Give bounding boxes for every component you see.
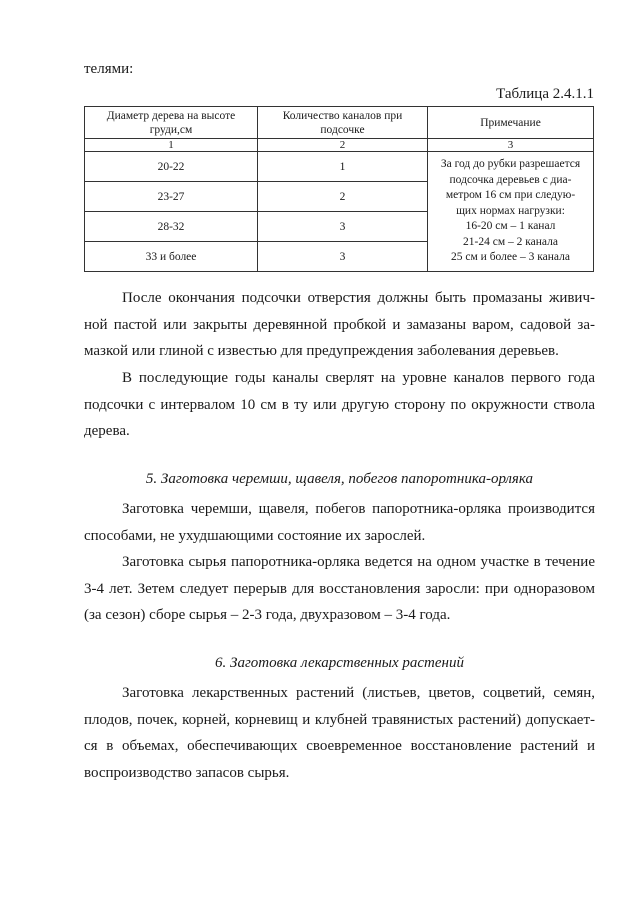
channels-cell: 3 [258,242,428,272]
paragraph-line: (за сезон) сборе сырья – 2-3 года, двухразовом – 3-4 года. [84,607,451,624]
paragraph-line: Заготовка лекарственных растений (листьев, цветов, соцветий, семян, [122,685,595,701]
paragraph-line: После окончания подсочки отверстия должны быть промазаны живич- [122,290,595,306]
table-header-row [85,107,594,139]
column-number: 1 [85,139,258,152]
paragraph-line: воспроизводство запасов сырья. [84,764,290,781]
note-line: За год до рубки разрешается [440,157,581,170]
note-line: метром 16 см при следую- [445,189,576,202]
paragraph-sealing [84,285,595,365]
lead-text: телями: [84,61,134,77]
paragraph-section6-1 [84,680,595,786]
paragraph-line: ной пастой или закрыты деревянной пробкой и замазаны варом, садовой за- [84,316,595,333]
paragraph-line: способами, не ухудшающими состояние их зарослей. [84,527,426,544]
column-number: 2 [258,139,428,152]
channels-cell: 1 [258,152,428,182]
paragraph-line: плодов, почек, корней, корневищ и клубней травянистых растений) допускает- [84,711,595,728]
section-heading-6: 6. Заготовка лекарственных растений [215,655,464,671]
paragraph-line: дерева. [84,423,130,440]
table-header-cell: Примечание [428,107,594,139]
note-line: 25 см и более – 3 канала [451,251,570,264]
paragraph-section5-2 [84,549,595,629]
section-heading-5: 5. Заготовка черемши, щавеля, побегов папоротника-орляка [145,471,534,487]
paragraph-line: мазкой или глиной с известью для предупреждения заболевания деревьев. [84,343,559,360]
paragraph-line: подсочки с интервалом 10 см в ту или другую сторону по окружности ствола [84,396,595,413]
table-header-cell: Количество каналов при подсочке [258,107,428,139]
channels-cell: 2 [258,182,428,212]
paragraph-line: 3-4 лет. Зетем следует перерыв для восстановления заросли: при одноразовом [84,580,595,597]
paragraph-drilling [84,365,595,445]
table-header-cell: Диаметр дерева на высоте груди,см [85,107,258,139]
note-cell [428,152,594,272]
paragraph-line: Заготовка черемши, щавеля, побегов папоротника-орляка производится [122,501,595,517]
column-number: 3 [428,139,594,152]
data-table [84,106,594,272]
paragraph-line: В последующие годы каналы сверлят на уровне каналов первого года [122,370,595,386]
paragraph-line: ся в объемах, обеспечивающих своевременное восстановление растений и [84,738,595,755]
diameter-cell: 33 и более [85,242,258,272]
note-line: 16-20 см – 1 канал [465,220,556,233]
note-line: подсочка деревьев с диа- [449,173,572,186]
table-caption: Таблица 2.4.1.1 [496,86,594,102]
paragraph-section5-1 [84,496,595,549]
table-number-row [85,139,594,152]
paragraph-line: Заготовка сырья папоротника-орляка ведется на одном участке в течение [122,554,595,570]
diameter-cell: 28-32 [85,212,258,242]
table-row [85,152,594,182]
note-line: щих нормах нагрузки: [456,204,565,217]
diameter-cell: 23-27 [85,182,258,212]
diameter-cell: 20-22 [85,152,258,182]
note-line: 21-24 см – 2 канала [463,235,558,248]
channels-cell: 3 [258,212,428,242]
